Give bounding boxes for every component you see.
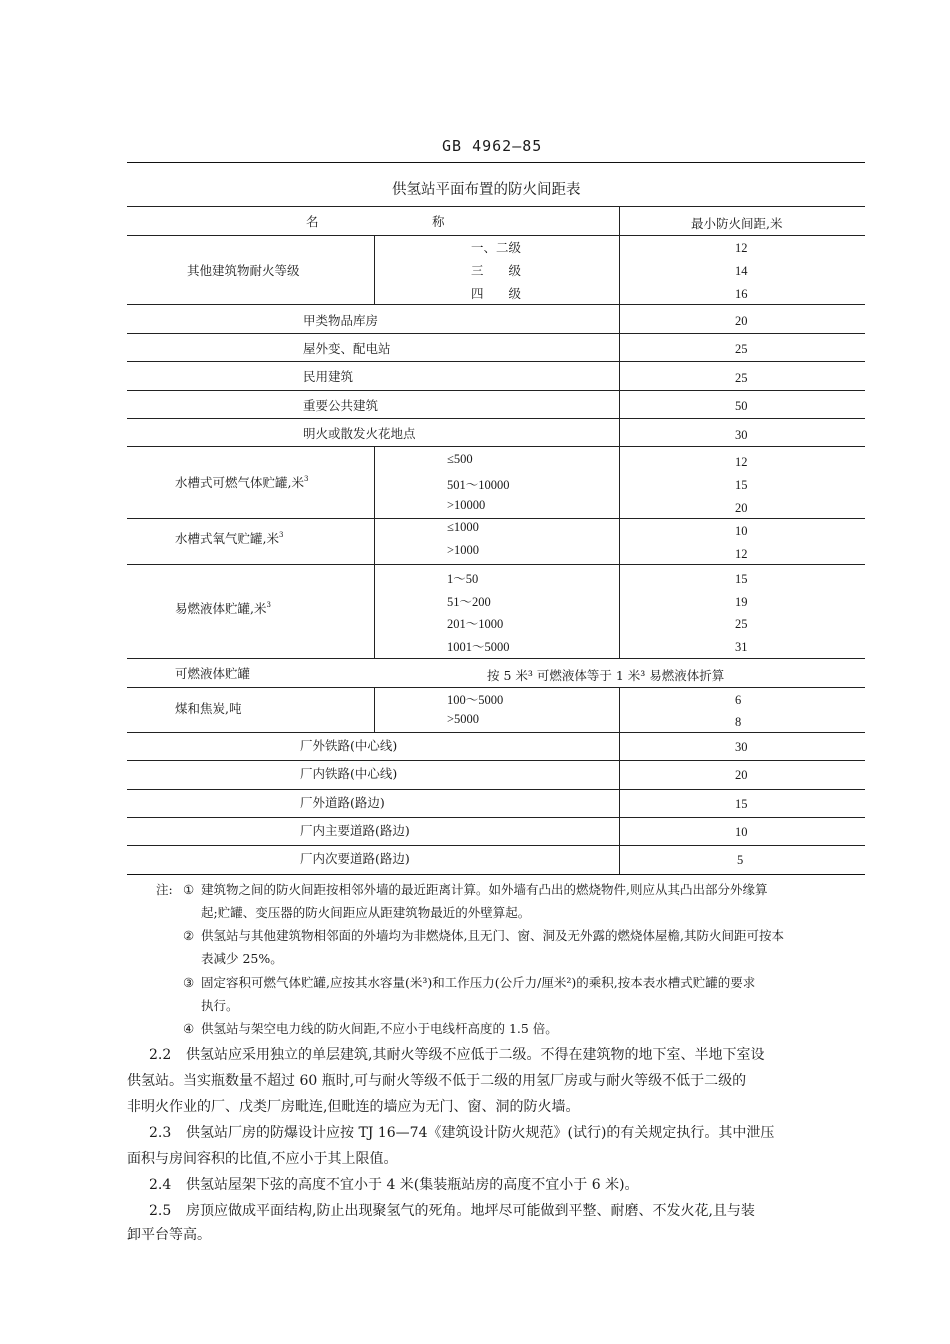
distance-value: 20 xyxy=(735,314,748,328)
sub-item: >10000 xyxy=(447,498,486,512)
sub-item: 一、二级 xyxy=(471,240,522,255)
distance-value: 19 xyxy=(735,595,748,609)
distance-value: 16 xyxy=(735,287,748,301)
distance-value: 20 xyxy=(735,501,748,515)
sub-item: 1～50 xyxy=(447,572,479,586)
row-name: 厂内铁路(中心线) xyxy=(300,766,398,781)
group-label-fire-rating: 其他建筑物耐火等级 xyxy=(187,263,300,278)
sub-item: >5000 xyxy=(447,712,480,726)
notes-prefix: 注: xyxy=(156,882,173,897)
note-marker: ④ xyxy=(183,1021,195,1036)
distance-value: 12 xyxy=(735,455,748,469)
table-top-rule xyxy=(127,206,865,207)
distance-value: 6 xyxy=(735,693,742,707)
note-text: 固定容积可燃气体贮罐,应按其水容量(米³)和工作压力(公斤力/厘米²)的乘积,按本表水槽式贮罐的要求 xyxy=(201,975,756,990)
group-label-liquid-tank: 易燃液体贮罐,米$^3$ xyxy=(175,601,271,616)
note-marker: ① xyxy=(183,882,195,897)
paragraph-line: 供氢站。当实瓶数量不超过 60 瓶时,可与耐火等级不低于二级的用氢厂房或与耐火等级不低于二级的 xyxy=(127,1073,747,1089)
note-marker: ② xyxy=(183,928,195,943)
sub-item: 四 级 xyxy=(471,286,522,301)
sub-item: 100～5000 xyxy=(447,693,504,707)
row-name: 厂外道路(路边) xyxy=(300,795,385,810)
column-header-name-1: 名 xyxy=(306,214,319,229)
sub-item: 201～1000 xyxy=(447,617,504,631)
sub-item: 501～10000 xyxy=(447,478,510,492)
group-label-gas-tank: 水槽式可燃气体贮罐,米$^3$ xyxy=(175,475,309,490)
row-name: 明火或散发火花地点 xyxy=(303,426,416,441)
header-rule xyxy=(127,162,865,163)
distance-value: 12 xyxy=(735,547,748,561)
distance-value: 8 xyxy=(735,715,742,729)
distance-value: 15 xyxy=(735,478,748,492)
column-divider xyxy=(619,206,620,658)
row-name: 重要公共建筑 xyxy=(303,398,379,413)
distance-value: 25 xyxy=(735,617,748,631)
distance-value: 14 xyxy=(735,264,748,278)
table-bottom-rule xyxy=(127,874,865,875)
note-text: 供氢站与其他建筑物相邻面的外墙均为非燃烧体,且无门、窗、洞及无外露的燃烧体屋檐,其防火间距可按本 xyxy=(201,928,784,943)
paragraph-line: 供氢站厂房的防爆设计应按 TJ 16—74《建筑设计防火规范》(试行)的有关规定执行。其中泄压 xyxy=(186,1125,775,1141)
document-code: GB 4962—85 xyxy=(442,137,543,155)
paragraph-line: 供氢站应采用独立的单层建筑,其耐火等级不应低于二级。不得在建筑物的地下室、半地下室设 xyxy=(186,1047,765,1063)
paragraph-line: 供氢站屋架下弦的高度不宜小于 4 米(集装瓶站房的高度不宜小于 6 米)。 xyxy=(186,1177,639,1193)
sub-item: ≤1000 xyxy=(447,520,479,534)
note-text: 起;贮罐、变压器的防火间距应从距建筑物最近的外壁算起。 xyxy=(201,905,531,920)
distance-value: 10 xyxy=(735,524,748,538)
sub-item: 1001～5000 xyxy=(447,640,510,654)
column-header-name-2: 称 xyxy=(432,214,445,229)
paragraph-line: 卸平台等高。 xyxy=(127,1227,211,1243)
section-number: 2.3 xyxy=(149,1125,172,1141)
distance-value: 25 xyxy=(735,342,748,356)
distance-value: 50 xyxy=(735,399,748,413)
distance-value: 15 xyxy=(735,572,748,586)
distance-value: 5 xyxy=(737,853,744,867)
group-label-coal: 煤和焦炭,吨 xyxy=(175,701,242,716)
distance-value: 25 xyxy=(735,371,748,385)
section-number: 2.5 xyxy=(149,1203,172,1219)
row-name: 民用建筑 xyxy=(303,369,354,384)
distance-value: 15 xyxy=(735,797,748,811)
distance-value: 31 xyxy=(735,640,748,654)
row-name: 屋外变、配电站 xyxy=(303,341,391,356)
distance-value: 20 xyxy=(735,768,748,782)
note-text: 供氢站与架空电力线的防火间距,不应小于电线杆高度的 1.5 倍。 xyxy=(201,1021,558,1036)
section-number: 2.4 xyxy=(149,1177,172,1193)
distance-value: 30 xyxy=(735,740,748,754)
distance-value: 10 xyxy=(735,825,748,839)
row-name: 甲类物品库房 xyxy=(303,313,379,328)
paragraph-line: 面积与房间容积的比值,不应小于其上限值。 xyxy=(127,1151,398,1167)
sub-item: 三 级 xyxy=(471,263,522,278)
note-marker: ③ xyxy=(183,975,195,990)
distance-value: 12 xyxy=(735,241,748,255)
column-header-distance: 最小防火间距,米 xyxy=(691,216,783,231)
note-text: 执行。 xyxy=(201,998,239,1013)
conversion-rule: 按 5 米³ 可燃液体等于 1 米³ 易燃液体折算 xyxy=(487,668,725,683)
sub-item: ≤500 xyxy=(447,452,473,466)
table-title: 供氢站平面布置的防火间距表 xyxy=(392,182,581,198)
row-name-combustible-liquid: 可燃液体贮罐 xyxy=(175,666,251,681)
row-name: 厂内主要道路(路边) xyxy=(300,823,410,838)
paragraph-line: 房顶应做成平面结构,防止出现聚氢气的死角。地坪尽可能做到平整、耐磨、不发火花,且与装 xyxy=(186,1203,755,1219)
section-number: 2.2 xyxy=(149,1047,172,1063)
distance-value: 30 xyxy=(735,428,748,442)
row-name: 厂外铁路(中心线) xyxy=(300,738,398,753)
note-text: 表减少 25%。 xyxy=(201,951,283,966)
note-text: 建筑物之间的防火间距按相邻外墙的最近距离计算。如外墙有凸出的燃烧物件,则应从其凸出部分外缘算 xyxy=(201,882,768,897)
paragraph-line: 非明火作业的厂、戊类厂房毗连,但毗连的墙应为无门、窗、洞的防火墙。 xyxy=(127,1099,580,1115)
row-name: 厂内次要道路(路边) xyxy=(300,851,410,866)
sub-item: >1000 xyxy=(447,543,480,557)
group-label-oxygen-tank: 水槽式氧气贮罐,米$^3$ xyxy=(175,531,284,546)
sub-item: 51～200 xyxy=(447,595,491,609)
